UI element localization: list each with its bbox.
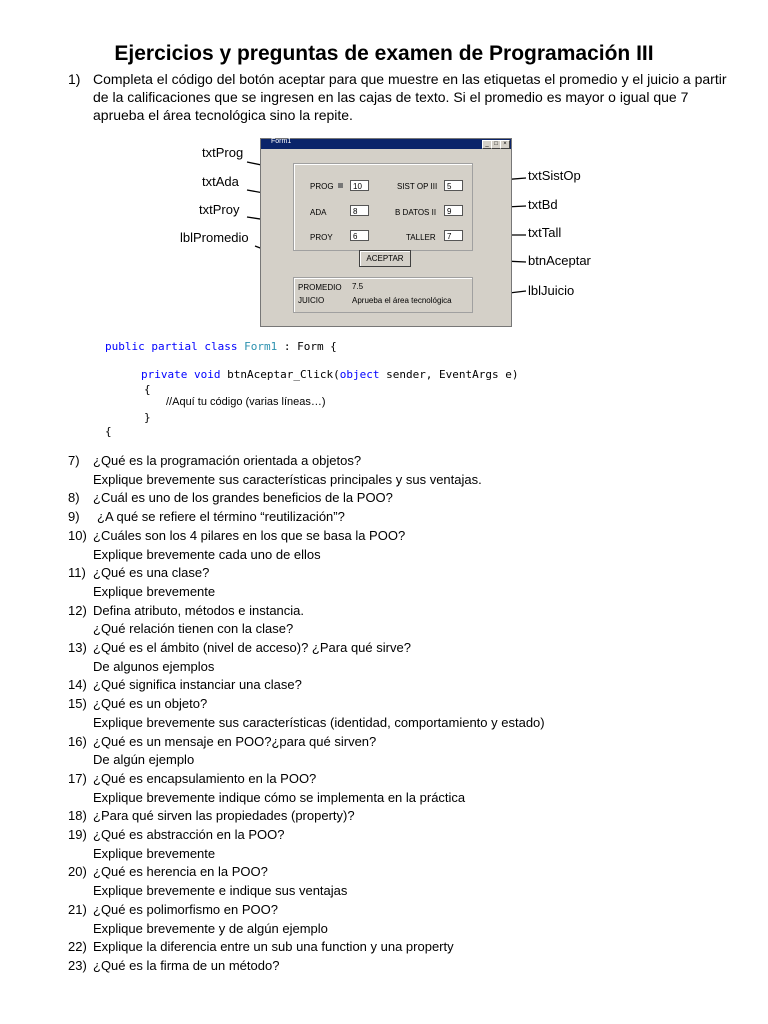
minimize-icon[interactable]: _ (482, 140, 492, 149)
question-number: 20) (68, 864, 87, 880)
callout-txtprog: txtProg (202, 145, 244, 160)
question-number: 14) (68, 677, 87, 693)
question-subtext-line: De algún ejemplo (93, 752, 195, 768)
callout-lblpromedio: lblPromedio (180, 230, 249, 245)
window-title: Form1 (271, 138, 292, 145)
txttall-input[interactable]: 7 (444, 230, 463, 241)
question-number: 12) (68, 602, 87, 618)
question-subtext-line: Explique brevemente sus características (identidad, comportamiento y estado) (93, 714, 545, 730)
question-number: 17) (68, 770, 87, 786)
question-text: ¿Cuál es uno de los grandes beneficios de la POO? (93, 490, 393, 506)
question-text: ¿Qué es la programación orientada a objetos? (93, 453, 362, 468)
label-ada: ADA (310, 208, 327, 217)
label-promedio: PROMEDIO (298, 283, 342, 292)
question-subtext-line: Explique brevemente (93, 845, 216, 861)
question-text: Defina atributo, métodos e instancia. (93, 602, 305, 618)
question-number: 13) (68, 640, 87, 655)
code-line-3: { (144, 383, 151, 396)
code-text: btnAceptar_Click( (220, 368, 340, 381)
question-text: ¿Qué es una clase? (93, 565, 210, 581)
question-list (68, 452, 748, 982)
question-subtext-line: Explique brevemente y de algún ejemplo (93, 920, 328, 936)
label-sistop: SIST OP III (397, 182, 438, 191)
question-text: Completa el código del botón aceptar para que muestre en las etiquetas el promedio y el juicio a partir de la calificaciones que se ingresen en las cajas de texto. Si el promedio es mayor o igual que 7 aprueba el área tecnológica sino la repite. (93, 71, 727, 123)
lbljuicio-value: Aprueba el área tecnológica (352, 296, 452, 305)
question-number: 8) (68, 490, 80, 506)
grades-panel (293, 163, 473, 251)
code-keyword: object (339, 368, 380, 381)
maximize-icon[interactable]: □ (491, 140, 501, 149)
window-titlebar (261, 139, 511, 149)
code-comment: //Aquí tu código (varias líneas…) (166, 396, 326, 408)
results-panel (293, 277, 473, 313)
question-text: ¿Qué es encapsulamiento en la POO? (93, 770, 317, 786)
question-number: 18) (68, 808, 87, 824)
question-number: 11) (68, 565, 86, 581)
code-line-2 (141, 368, 519, 381)
question-number: 1) (68, 71, 81, 87)
question-text: ¿Qué significa instanciar una clase? (93, 677, 302, 693)
callout-txtbd: txtBd (528, 197, 558, 212)
code-line-6: { (105, 425, 112, 438)
question-number: 21) (68, 901, 87, 917)
txtbd-input[interactable]: 9 (444, 205, 463, 216)
code-line-1 (105, 340, 337, 353)
txtsistop-input[interactable]: 5 (444, 180, 463, 191)
question-text: ¿Qué es el ámbito (nivel de acceso)? ¿Para qué sirve? (93, 640, 411, 655)
callout-txtada: txtAda (202, 174, 239, 189)
code-keyword: public partial class (105, 340, 238, 353)
label-bdatos: B DATOS II (395, 208, 437, 217)
question-subtext-line: ¿Qué relación tienen con la clase? (93, 621, 294, 637)
question-number: 7) (68, 453, 80, 468)
lblpromedio-value: 7.5 (352, 282, 364, 291)
callout-lbljuicio: lblJuicio (528, 283, 575, 298)
question-number: 16) (68, 733, 87, 749)
question-subtext-line: De algunos ejemplos (93, 658, 215, 674)
code-keyword: void (193, 368, 221, 381)
question-number: 15) (68, 696, 87, 712)
page-title: Ejercicios y preguntas de examen de Programación III (114, 42, 654, 65)
btnaceptar-button[interactable]: ACEPTAR (359, 250, 411, 267)
txtada-input[interactable]: 8 (350, 205, 369, 216)
question-text: ¿Qué es la firma de un método? (93, 957, 280, 973)
callout-txtsistop: txtSistOp (528, 168, 581, 183)
question-number: 9) (68, 509, 80, 525)
question-text: ¿Qué es un objeto? (93, 696, 208, 712)
callout-txtproy: txtProy (199, 202, 240, 217)
callout-btnaceptar: btnAceptar (528, 253, 591, 268)
question-subtext-line: Explique brevemente e indique sus ventajas (93, 883, 348, 899)
question-text: Explique la diferencia entre un sub una function y una property (93, 939, 454, 955)
code-text: : Form { (277, 340, 337, 353)
question-number: 19) (68, 827, 87, 842)
label-juicio: JUICIO (298, 296, 325, 305)
label-proy: PROY (310, 233, 333, 242)
question-subtext-line: Explique brevemente (93, 583, 216, 599)
question-text: ¿Qué es herencia en la POO? (93, 864, 268, 880)
callout-txttall: txtTall (528, 225, 562, 240)
question-subtext-line: Explique brevemente sus características principales y sus ventajas. (93, 471, 482, 487)
question-text: ¿Qué es abstracción en la POO? (93, 827, 285, 842)
question-text: ¿Qué es un mensaje en POO?¿para qué sirven? (93, 733, 377, 749)
code-line-5: } (144, 411, 151, 424)
txtprog-input[interactable]: 10 (350, 180, 369, 191)
code-type: Form1 (244, 340, 278, 353)
txtproy-input[interactable]: 6 (350, 230, 369, 241)
label-prog: PROG (310, 182, 334, 191)
focus-marker-icon (338, 183, 343, 188)
label-taller: TALLER (406, 233, 436, 242)
question-subtext-line: Explique brevemente indique cómo se implementa en la práctica (93, 789, 466, 805)
form-window (260, 138, 512, 327)
question-text: ¿Para qué sirven las propiedades (property)? (93, 808, 355, 824)
question-text: ¿Qué es polimorfismo en POO? (93, 901, 278, 917)
question-text: ¿A qué se refiere el término “reutilización”? (97, 509, 345, 525)
question-text: ¿Cuáles son los 4 pilares en los que se basa la POO? (93, 527, 406, 543)
close-icon[interactable]: × (500, 140, 510, 149)
question-number: 22) (68, 939, 87, 955)
question-number: 23) (68, 957, 87, 973)
question-subtext-line: Explique brevemente cada uno de ellos (93, 546, 321, 562)
code-text: sender, EventArgs e) (379, 368, 519, 381)
code-keyword: private (141, 368, 188, 381)
question-number: 10) (68, 527, 87, 543)
